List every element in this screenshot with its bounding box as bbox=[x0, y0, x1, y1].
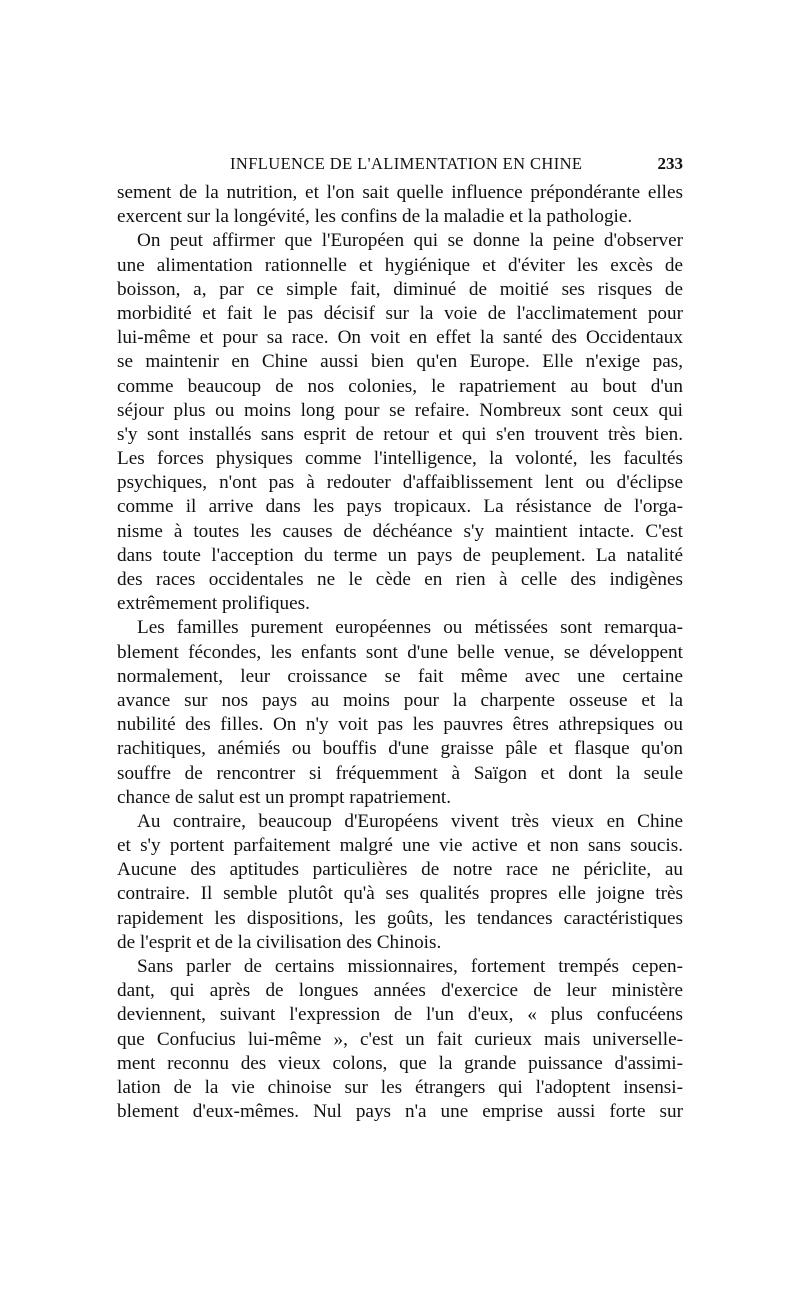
text-line: On peut affirmer que l'Européen qui se donne la peine d'observer bbox=[137, 230, 683, 252]
text-line: rachitiques, anémiés ou bouffis d'une graisse pâle et flasque qu'on bbox=[117, 738, 683, 760]
text-line: extrêmement prolifiques. bbox=[117, 593, 310, 615]
running-head bbox=[117, 150, 683, 178]
text-line: ment reconnu des vieux colons, que la grande puissance d'assimi- bbox=[117, 1052, 683, 1074]
text-line: blement fécondes, les enfants sont d'une belle venue, se développent bbox=[117, 641, 683, 663]
text-line: s'y sont installés sans esprit de retour et qui s'en trouvent très bien. bbox=[117, 423, 683, 445]
text-line: des races occidentales ne le cède en rien à celle des indigènes bbox=[117, 569, 683, 590]
paragraph-3 bbox=[117, 616, 683, 810]
text-line: une alimentation rationnelle et hygiénique et d'éviter les excès de bbox=[117, 254, 683, 276]
text-line: lui-même et pour sa race. On voit en effet la santé des Occidentaux bbox=[117, 327, 683, 349]
text-line: nubilité des filles. On n'y voit pas les pauvres êtres athrepsiques ou bbox=[117, 714, 683, 736]
text-line: deviennent, suivant l'expression de l'un d'eux, « plus confucéens bbox=[117, 1004, 683, 1026]
text-line: que Confucius lui-même », c'est un fait curieux mais universelle- bbox=[117, 1028, 683, 1050]
text-line: souffre de rencontrer si fréquemment à Saïgon et dont la seule bbox=[117, 762, 683, 784]
paragraph-1 bbox=[117, 181, 683, 229]
text-line: chance de salut est un prompt rapatriement. bbox=[117, 786, 452, 808]
text-line: Les familles purement européennes ou métissées sont remarqua- bbox=[137, 617, 683, 639]
text-line: sement de la nutrition, et l'on sait quelle influence prépondérante elles bbox=[117, 182, 683, 203]
text-line: se maintenir en Chine aussi bien qu'en Europe. Elle n'exige pas, bbox=[117, 351, 683, 373]
text-line: boisson, a, par ce simple fait, diminué de moitié ses risques de bbox=[117, 278, 683, 300]
text-line: morbidité et fait le pas décisif sur la voie de l'acclimatement pour bbox=[117, 302, 683, 324]
text-line: comme il arrive dans les pays tropicaux. La résistance de l'orga- bbox=[117, 496, 683, 518]
paragraph-5 bbox=[117, 955, 683, 1124]
text-line: Sans parler de certains missionnaires, fortement trempés cepen- bbox=[137, 956, 683, 977]
text-line: dans toute l'acception du terme un pays de peuplement. La natalité bbox=[117, 544, 683, 566]
text-line: Les forces physiques comme l'intelligence, la volonté, les facultés bbox=[117, 448, 683, 470]
text-line: Aucune des aptitudes particulières de notre race ne périclite, au bbox=[117, 859, 683, 881]
paragraph-2 bbox=[117, 229, 683, 616]
page-number: 233 bbox=[657, 154, 683, 173]
running-head-title: INFLUENCE DE L'ALIMENTATION EN CHINE bbox=[230, 154, 583, 173]
text-line: dant, qui après de longues années d'exercice de leur ministère bbox=[117, 980, 683, 1002]
text-line: Au contraire, beaucoup d'Européens vivent très vieux en Chine bbox=[137, 810, 683, 832]
text-line: normalement, leur croissance se fait même avec une certaine bbox=[117, 665, 683, 687]
text-line: contraire. Il semble plutôt qu'à ses qualités propres elle joigne très bbox=[117, 883, 683, 905]
text-line: blement d'eux-mêmes. Nul pays n'a une emprise aussi forte sur bbox=[117, 1101, 683, 1123]
body-text bbox=[117, 181, 683, 1124]
text-line: avance sur nos pays au moins pour la charpente osseuse et la bbox=[117, 689, 683, 711]
text-line: séjour plus ou moins long pour se refaire. Nombreux sont ceux qui bbox=[117, 399, 683, 421]
text-line: psychiques, n'ont pas à redouter d'affaiblissement lent ou d'éclipse bbox=[117, 472, 683, 494]
text-line: rapidement les dispositions, les goûts, les tendances caractéristiques bbox=[117, 907, 683, 929]
text-line: exercent sur la longévité, les confins de la maladie et la pathologie. bbox=[117, 206, 633, 228]
text-line: lation de la vie chinoise sur les étrangers qui l'adoptent insensi- bbox=[117, 1076, 683, 1098]
text-line: comme beaucoup de nos colonies, le rapatriement au bout d'un bbox=[117, 375, 683, 397]
text-line: et s'y portent parfaitement malgré une vie active et non sans soucis. bbox=[117, 835, 683, 857]
text-line: de l'esprit et de la civilisation des Chinois. bbox=[117, 931, 442, 953]
text-line: nisme à toutes les causes de déchéance s'y maintient intacte. C'est bbox=[117, 520, 683, 542]
paragraph-4 bbox=[117, 810, 683, 955]
